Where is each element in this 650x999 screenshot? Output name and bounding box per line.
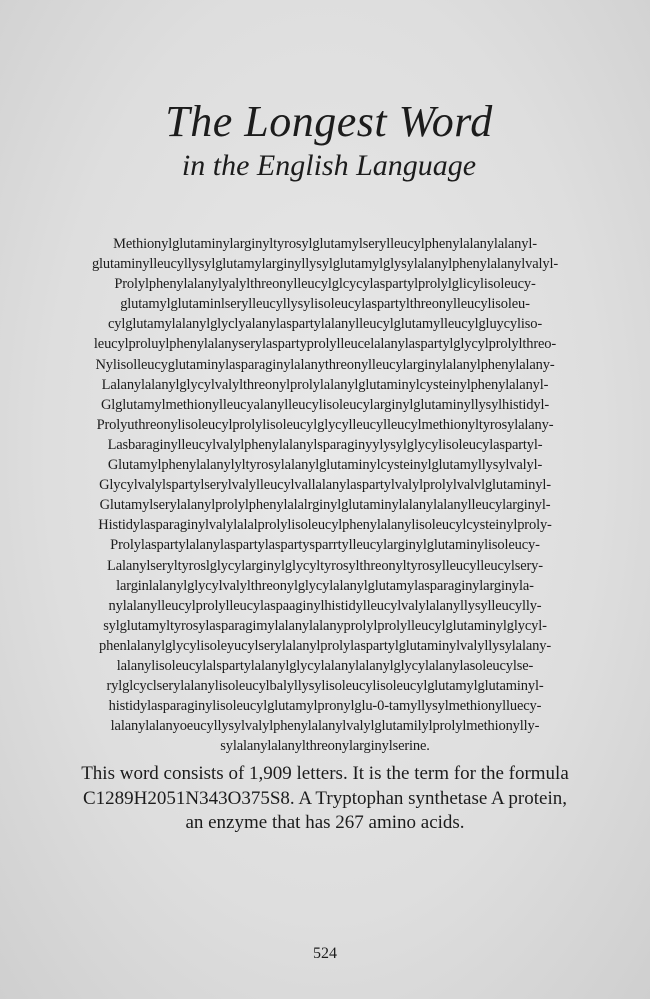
word-line: Glutamylphenylalanylyltyrosylalanylglutaminylcysteinylglutamyllysylvalyl- <box>107 457 543 474</box>
word-line: nylalanylleucylprolylleucylaspaaginylhistidylleucylvalylalanyllysylleucylly- <box>108 597 542 614</box>
word-line: sylglutamyltyrosylasparagimylalanylalanyprolylprolylleucylglutaminylglycyl- <box>103 617 547 634</box>
word-line: Prolyuthreonylisoleucylprolylisoleucylglycylleucylleucylmethionyltyrosylalany- <box>96 416 554 433</box>
word-line: Nylisolleucyglutaminylasparaginylalanythreonylleucylarginylalanylphenylalany- <box>95 356 555 373</box>
description-paragraph <box>20 762 630 836</box>
word-line: rylglcyclserylalanylisoleucylbalyllysylisoleucylisoleucylglutamylglutaminyl- <box>106 678 544 695</box>
word-line: Methionylglutaminylarginyltyrosylglutamylserylleucylphenylalanylalanyl- <box>113 236 537 252</box>
word-line: Prolylaspartylalanylaspartylaspartysparrtylleucylarginylglutaminylisoleucy- <box>110 537 540 554</box>
word-line: glutaminylleucyllysylglutamylarginyllysylglutamylglysylalanylphenylalanylvalyl- <box>91 256 559 273</box>
word-line: Lalanylalanylglycylvalylthreonylprolylalanylglutaminylcysteinylphenylalanyl- <box>101 376 549 393</box>
word-line: lalanylalanyoeucyllysylvalylphenylalanylvalylglutamilylprolylmethionylly- <box>110 718 540 735</box>
word-line: lalanylisoleucylalspartylalanylglycylalanylalanylglycylalanylasoleucylse- <box>116 657 534 674</box>
word-line: larginlalanylglycylvalylthreonylglycylalanylglutamylasparaginylarginyla- <box>116 577 534 594</box>
word-line: Lasbaraginylleucylvalylphenylalanylsparaginyylysylglycylisoleucylaspartyl- <box>107 436 543 453</box>
word-line: phenlalanylglycylisoleyucylserylalanylprolylaspartylglutaminylvalyllysylalany- <box>98 637 552 654</box>
description-line: an enzyme that has 267 amino acids. <box>185 812 465 833</box>
word-line: leucylproluylphenylalanyserylaspartyprolylleucelalanylaspartylglycylprolylthreo- <box>93 336 557 353</box>
description-line: C1289H2051N343O375S8. A Tryptophan synthetase A protein, <box>83 787 567 809</box>
longest-word-text <box>20 234 630 756</box>
word-line: Histidylasparaginylvalylalalprolylisoleucylphenylalanylisoleucylcysteinylproly- <box>98 517 552 534</box>
page-subtitle: in the English Language <box>181 149 477 182</box>
word-line: Glutamylserylalanylprolylphenylalalrginylglutaminylalanylalanylleucylarginyl- <box>99 497 551 514</box>
word-line: Prolylphenylalanylyalylthreonylleucylglcycylaspartylprolylglicylisoleucy- <box>114 276 536 293</box>
word-line: Glycylvalylspartylserylvalylleucylvallalanylaspartylvalylprolylvalvlglutaminyl- <box>99 477 551 494</box>
word-line: cylglutamylalanylglyclyalanylaspartylalanylleucylglutamylleucylgluycyliso- <box>107 316 543 333</box>
page-number: 524 <box>313 945 337 962</box>
word-line: histidylasparaginylisoleucylglutamylpronylglu-0-tamyllysylmethionylluecy- <box>108 698 542 715</box>
word-line: sylalanylalanylthreonylarginylserine. <box>220 738 430 755</box>
word-line: Lalanylseryltyroslglycylarginylglycyltyrosylthreonyltyrosylleucylleucylsery- <box>107 557 543 574</box>
word-line: glutamylglutaminlserylleucyllysylisoleucylaspartylthreonylleucylisoleu- <box>120 296 530 313</box>
page-title: The Longest Word <box>165 97 493 146</box>
description-line: This word consists of 1,909 letters. It is the term for the formula <box>81 763 569 784</box>
word-line: Glglutamylmethionylleucyalanylleucylisoleucylarginylglutaminyllysylhistidyl- <box>100 396 550 413</box>
